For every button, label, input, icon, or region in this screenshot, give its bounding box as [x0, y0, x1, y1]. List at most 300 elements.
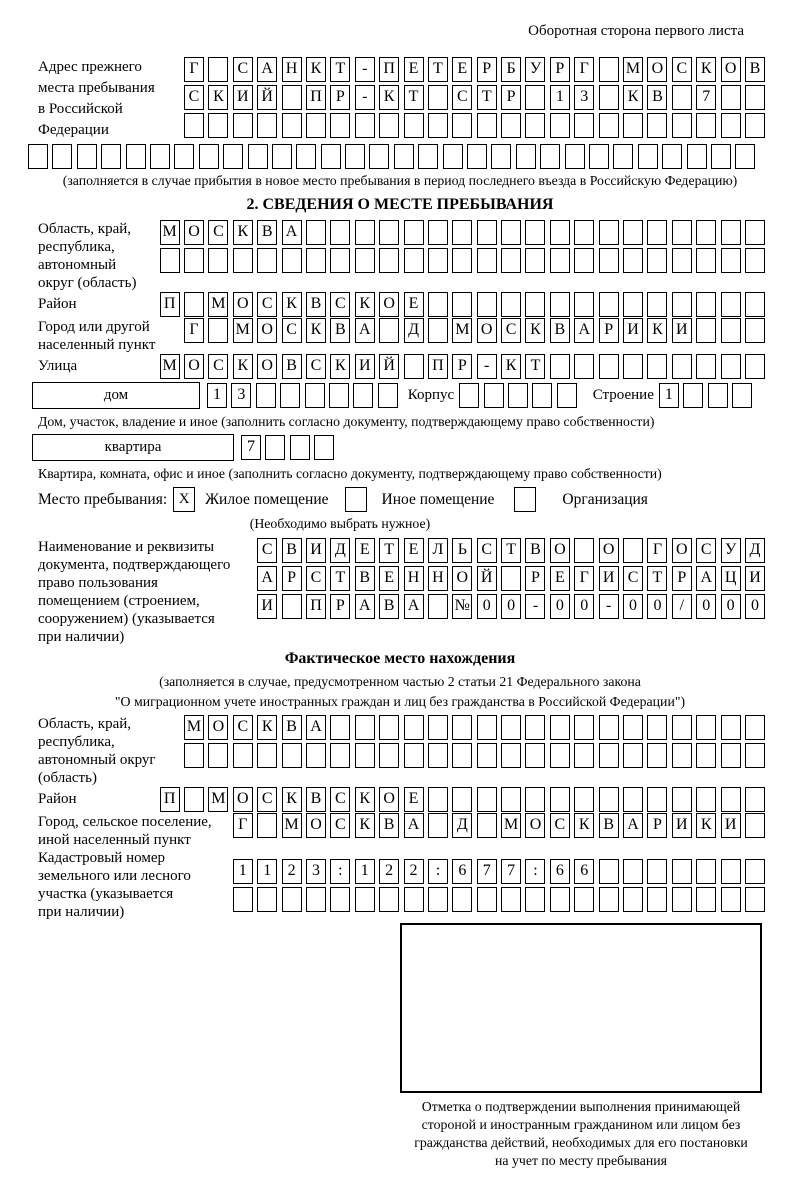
char-cell[interactable] — [721, 113, 741, 138]
char-cell[interactable] — [428, 594, 448, 619]
char-cell[interactable] — [599, 859, 619, 884]
char-cell[interactable]: О — [233, 292, 253, 317]
char-cell[interactable]: Т — [330, 566, 350, 591]
char-cell[interactable] — [721, 887, 741, 912]
char-cell[interactable]: 0 — [477, 594, 497, 619]
char-cell[interactable]: Т — [525, 354, 545, 379]
char-cell[interactable]: В — [306, 787, 326, 812]
char-cell[interactable]: Т — [501, 538, 521, 563]
char-cell[interactable]: Р — [647, 813, 667, 838]
char-cell[interactable]: Р — [501, 85, 521, 110]
char-cell[interactable]: Р — [599, 318, 619, 343]
char-cell[interactable] — [623, 113, 643, 138]
char-cell[interactable]: И — [599, 566, 619, 591]
char-cell[interactable]: В — [647, 85, 667, 110]
char-cell[interactable] — [160, 248, 180, 273]
char-cell[interactable] — [574, 113, 594, 138]
char-cell[interactable] — [248, 144, 268, 169]
char-cell[interactable] — [574, 220, 594, 245]
char-cell[interactable] — [721, 715, 741, 740]
char-cell[interactable]: 1 — [355, 859, 375, 884]
char-cell[interactable] — [525, 715, 545, 740]
char-cell[interactable] — [525, 887, 545, 912]
char-cell[interactable] — [696, 248, 716, 273]
char-cell[interactable] — [282, 594, 302, 619]
char-cell[interactable]: 1 — [550, 85, 570, 110]
char-cell[interactable]: А — [355, 594, 375, 619]
char-cell[interactable]: 0 — [574, 594, 594, 619]
char-cell[interactable] — [233, 113, 253, 138]
char-cell[interactable] — [282, 248, 302, 273]
char-cell[interactable]: К — [623, 85, 643, 110]
char-cell[interactable] — [428, 887, 448, 912]
char-cell[interactable]: Р — [550, 57, 570, 82]
char-cell[interactable] — [280, 383, 300, 408]
char-cell[interactable] — [379, 220, 399, 245]
char-cell[interactable] — [369, 144, 389, 169]
char-cell[interactable] — [745, 113, 765, 138]
char-cell[interactable] — [452, 887, 472, 912]
char-cell[interactable] — [355, 220, 375, 245]
char-cell[interactable] — [452, 220, 472, 245]
char-cell[interactable] — [745, 813, 765, 838]
char-cell[interactable] — [477, 887, 497, 912]
char-cell[interactable]: 0 — [745, 594, 765, 619]
char-cell[interactable] — [265, 435, 285, 460]
char-cell[interactable] — [647, 113, 667, 138]
char-cell[interactable]: В — [306, 292, 326, 317]
char-cell[interactable] — [745, 318, 765, 343]
char-cell[interactable] — [672, 743, 692, 768]
char-cell[interactable]: Н — [282, 57, 302, 82]
char-cell[interactable]: Е — [355, 538, 375, 563]
char-cell[interactable] — [599, 292, 619, 317]
char-cell[interactable] — [745, 220, 765, 245]
char-cell[interactable] — [477, 813, 497, 838]
char-cell[interactable]: С — [233, 715, 253, 740]
char-cell[interactable] — [745, 85, 765, 110]
char-cell[interactable] — [428, 743, 448, 768]
char-cell[interactable] — [379, 318, 399, 343]
char-cell[interactable] — [599, 220, 619, 245]
char-cell[interactable] — [647, 743, 667, 768]
char-cell[interactable] — [623, 292, 643, 317]
char-cell[interactable] — [428, 715, 448, 740]
char-cell[interactable]: 1 — [659, 383, 679, 408]
char-cell[interactable] — [574, 292, 594, 317]
char-cell[interactable]: И — [672, 318, 692, 343]
char-cell[interactable]: М — [282, 813, 302, 838]
char-cell[interactable]: - — [599, 594, 619, 619]
char-cell[interactable] — [305, 383, 325, 408]
char-cell[interactable]: Г — [647, 538, 667, 563]
char-cell[interactable] — [696, 354, 716, 379]
char-cell[interactable] — [150, 144, 170, 169]
char-cell[interactable]: Р — [525, 566, 545, 591]
char-cell[interactable] — [550, 887, 570, 912]
char-cell[interactable]: - — [525, 594, 545, 619]
char-cell[interactable]: С — [477, 538, 497, 563]
char-cell[interactable] — [404, 220, 424, 245]
char-cell[interactable] — [257, 887, 277, 912]
char-cell[interactable]: А — [404, 594, 424, 619]
char-cell[interactable]: Т — [379, 538, 399, 563]
char-cell[interactable]: И — [721, 813, 741, 838]
char-cell[interactable]: 7 — [241, 435, 261, 460]
char-cell[interactable]: К — [282, 787, 302, 812]
char-cell[interactable] — [379, 715, 399, 740]
char-cell[interactable]: Т — [428, 57, 448, 82]
char-cell[interactable] — [574, 887, 594, 912]
char-cell[interactable] — [672, 292, 692, 317]
char-cell[interactable] — [208, 318, 228, 343]
char-cell[interactable]: Е — [404, 787, 424, 812]
char-cell[interactable] — [233, 743, 253, 768]
char-cell[interactable] — [647, 887, 667, 912]
char-cell[interactable] — [525, 113, 545, 138]
char-cell[interactable] — [296, 144, 316, 169]
char-cell[interactable] — [525, 85, 545, 110]
char-cell[interactable] — [184, 787, 204, 812]
char-cell[interactable] — [428, 85, 448, 110]
char-cell[interactable] — [647, 787, 667, 812]
char-cell[interactable] — [257, 248, 277, 273]
char-cell[interactable] — [477, 715, 497, 740]
char-cell[interactable]: 2 — [404, 859, 424, 884]
char-cell[interactable]: С — [184, 85, 204, 110]
char-cell[interactable]: К — [208, 85, 228, 110]
char-cell[interactable] — [306, 113, 326, 138]
char-cell[interactable] — [452, 248, 472, 273]
char-cell[interactable] — [745, 354, 765, 379]
char-cell[interactable] — [745, 887, 765, 912]
char-cell[interactable] — [574, 538, 594, 563]
char-cell[interactable] — [623, 887, 643, 912]
char-cell[interactable]: К — [355, 787, 375, 812]
char-cell[interactable] — [208, 743, 228, 768]
char-cell[interactable]: О — [208, 715, 228, 740]
char-cell[interactable] — [708, 383, 728, 408]
char-cell[interactable]: И — [233, 85, 253, 110]
char-cell[interactable]: Г — [233, 813, 253, 838]
char-cell[interactable] — [672, 715, 692, 740]
char-cell[interactable]: К — [257, 715, 277, 740]
char-cell[interactable] — [404, 887, 424, 912]
char-cell[interactable]: 6 — [452, 859, 472, 884]
char-cell[interactable]: В — [379, 813, 399, 838]
char-cell[interactable] — [428, 318, 448, 343]
char-cell[interactable] — [647, 292, 667, 317]
char-cell[interactable]: В — [330, 318, 350, 343]
char-cell[interactable]: О — [721, 57, 741, 82]
char-cell[interactable]: А — [623, 813, 643, 838]
char-cell[interactable]: И — [745, 566, 765, 591]
char-cell[interactable] — [174, 144, 194, 169]
char-cell[interactable] — [745, 787, 765, 812]
char-cell[interactable] — [672, 248, 692, 273]
char-cell[interactable] — [208, 57, 228, 82]
char-cell[interactable] — [696, 292, 716, 317]
char-cell[interactable]: К — [696, 813, 716, 838]
char-cell[interactable] — [101, 144, 121, 169]
char-cell[interactable]: О — [452, 566, 472, 591]
char-cell[interactable] — [550, 787, 570, 812]
char-cell[interactable]: 3 — [574, 85, 594, 110]
char-cell[interactable] — [282, 887, 302, 912]
char-cell[interactable] — [672, 859, 692, 884]
char-cell[interactable] — [672, 113, 692, 138]
char-cell[interactable]: И — [306, 538, 326, 563]
char-cell[interactable] — [208, 113, 228, 138]
char-cell[interactable] — [696, 787, 716, 812]
char-cell[interactable]: С — [257, 292, 277, 317]
char-cell[interactable]: : — [428, 859, 448, 884]
char-cell[interactable]: У — [721, 538, 741, 563]
char-cell[interactable] — [257, 113, 277, 138]
char-cell[interactable]: С — [696, 538, 716, 563]
char-cell[interactable] — [721, 787, 741, 812]
char-cell[interactable]: 7 — [477, 859, 497, 884]
char-cell[interactable] — [745, 292, 765, 317]
char-cell[interactable] — [314, 435, 334, 460]
char-cell[interactable] — [501, 566, 521, 591]
char-cell[interactable]: Е — [404, 57, 424, 82]
char-cell[interactable] — [404, 248, 424, 273]
char-cell[interactable]: М — [160, 354, 180, 379]
char-cell[interactable] — [330, 743, 350, 768]
char-cell[interactable]: Д — [452, 813, 472, 838]
char-cell[interactable]: С — [306, 354, 326, 379]
char-cell[interactable]: А — [574, 318, 594, 343]
char-cell[interactable] — [599, 354, 619, 379]
char-cell[interactable]: А — [257, 57, 277, 82]
char-cell[interactable]: : — [525, 859, 545, 884]
char-cell[interactable]: О — [525, 813, 545, 838]
char-cell[interactable] — [532, 383, 552, 408]
char-cell[interactable] — [477, 113, 497, 138]
char-cell[interactable] — [613, 144, 633, 169]
char-cell[interactable] — [355, 715, 375, 740]
char-cell[interactable] — [428, 113, 448, 138]
char-cell[interactable] — [330, 715, 350, 740]
char-cell[interactable]: О — [257, 354, 277, 379]
char-cell[interactable]: С — [208, 220, 228, 245]
char-cell[interactable]: С — [306, 566, 326, 591]
char-cell[interactable] — [379, 248, 399, 273]
char-cell[interactable] — [599, 85, 619, 110]
char-cell[interactable]: К — [647, 318, 667, 343]
char-cell[interactable]: 7 — [696, 85, 716, 110]
char-cell[interactable]: К — [330, 354, 350, 379]
char-cell[interactable] — [540, 144, 560, 169]
char-cell[interactable]: С — [623, 566, 643, 591]
char-cell[interactable] — [28, 144, 48, 169]
char-cell[interactable] — [477, 248, 497, 273]
char-cell[interactable]: Р — [330, 85, 350, 110]
char-cell[interactable]: А — [282, 220, 302, 245]
char-cell[interactable]: В — [282, 715, 302, 740]
char-cell[interactable] — [711, 144, 731, 169]
char-cell[interactable] — [428, 220, 448, 245]
char-cell[interactable] — [550, 113, 570, 138]
char-cell[interactable]: П — [306, 85, 326, 110]
char-cell[interactable]: 1 — [207, 383, 227, 408]
char-cell[interactable] — [525, 787, 545, 812]
char-cell[interactable] — [452, 715, 472, 740]
char-cell[interactable]: Р — [672, 566, 692, 591]
char-cell[interactable] — [565, 144, 585, 169]
char-cell[interactable]: П — [428, 354, 448, 379]
char-cell[interactable]: Л — [428, 538, 448, 563]
char-cell[interactable] — [696, 113, 716, 138]
char-cell[interactable] — [662, 144, 682, 169]
char-cell[interactable] — [306, 887, 326, 912]
char-cell[interactable] — [550, 220, 570, 245]
char-cell[interactable]: М — [452, 318, 472, 343]
char-cell[interactable] — [404, 354, 424, 379]
char-cell[interactable] — [501, 248, 521, 273]
char-cell[interactable]: М — [208, 787, 228, 812]
char-cell[interactable] — [687, 144, 707, 169]
char-cell[interactable] — [623, 538, 643, 563]
char-cell[interactable]: Р — [330, 594, 350, 619]
char-cell[interactable]: И — [623, 318, 643, 343]
char-cell[interactable]: 0 — [647, 594, 667, 619]
char-cell[interactable]: Ь — [452, 538, 472, 563]
char-cell[interactable] — [745, 715, 765, 740]
char-cell[interactable]: В — [599, 813, 619, 838]
char-cell[interactable] — [199, 144, 219, 169]
char-cell[interactable]: - — [477, 354, 497, 379]
char-cell[interactable] — [355, 113, 375, 138]
char-cell[interactable] — [589, 144, 609, 169]
checkbox-organization[interactable] — [514, 487, 536, 512]
char-cell[interactable] — [418, 144, 438, 169]
char-cell[interactable]: А — [355, 318, 375, 343]
char-cell[interactable]: К — [282, 292, 302, 317]
char-cell[interactable] — [501, 220, 521, 245]
char-cell[interactable] — [467, 144, 487, 169]
char-cell[interactable] — [223, 144, 243, 169]
char-cell[interactable]: 0 — [696, 594, 716, 619]
char-cell[interactable]: О — [599, 538, 619, 563]
char-cell[interactable]: С — [330, 787, 350, 812]
char-cell[interactable] — [696, 318, 716, 343]
char-cell[interactable] — [459, 383, 479, 408]
char-cell[interactable]: С — [233, 57, 253, 82]
char-cell[interactable] — [452, 292, 472, 317]
char-cell[interactable] — [452, 787, 472, 812]
char-cell[interactable]: Н — [404, 566, 424, 591]
char-cell[interactable] — [355, 248, 375, 273]
char-cell[interactable]: П — [306, 594, 326, 619]
char-cell[interactable] — [599, 248, 619, 273]
char-cell[interactable] — [484, 383, 504, 408]
char-cell[interactable]: К — [525, 318, 545, 343]
char-cell[interactable] — [745, 248, 765, 273]
char-cell[interactable]: 2 — [282, 859, 302, 884]
char-cell[interactable] — [525, 292, 545, 317]
char-cell[interactable] — [721, 85, 741, 110]
char-cell[interactable] — [428, 248, 448, 273]
char-cell[interactable] — [355, 887, 375, 912]
char-cell[interactable] — [721, 354, 741, 379]
char-cell[interactable]: О — [379, 787, 399, 812]
char-cell[interactable]: С — [208, 354, 228, 379]
char-cell[interactable] — [77, 144, 97, 169]
char-cell[interactable] — [329, 383, 349, 408]
char-cell[interactable]: / — [672, 594, 692, 619]
char-cell[interactable] — [452, 113, 472, 138]
char-cell[interactable]: С — [550, 813, 570, 838]
char-cell[interactable]: К — [574, 813, 594, 838]
char-cell[interactable] — [233, 887, 253, 912]
char-cell[interactable] — [126, 144, 146, 169]
char-cell[interactable]: А — [306, 715, 326, 740]
char-cell[interactable] — [477, 787, 497, 812]
char-cell[interactable] — [321, 144, 341, 169]
char-cell[interactable]: О — [550, 538, 570, 563]
char-cell[interactable] — [290, 435, 310, 460]
char-cell[interactable] — [574, 715, 594, 740]
char-cell[interactable] — [623, 220, 643, 245]
char-cell[interactable]: С — [330, 292, 350, 317]
char-cell[interactable]: К — [306, 318, 326, 343]
char-cell[interactable]: С — [672, 57, 692, 82]
checkbox-residential[interactable]: X — [173, 487, 195, 512]
char-cell[interactable]: Т — [404, 85, 424, 110]
char-cell[interactable] — [683, 383, 703, 408]
char-cell[interactable] — [272, 144, 292, 169]
char-cell[interactable]: П — [160, 292, 180, 317]
char-cell[interactable] — [345, 144, 365, 169]
char-cell[interactable] — [623, 859, 643, 884]
char-cell[interactable] — [672, 787, 692, 812]
char-cell[interactable]: 0 — [501, 594, 521, 619]
char-cell[interactable]: Б — [501, 57, 521, 82]
char-cell[interactable] — [696, 743, 716, 768]
char-cell[interactable]: В — [355, 566, 375, 591]
char-cell[interactable] — [52, 144, 72, 169]
char-cell[interactable] — [330, 887, 350, 912]
char-cell[interactable] — [428, 787, 448, 812]
char-cell[interactable] — [330, 248, 350, 273]
char-cell[interactable]: К — [233, 354, 253, 379]
char-cell[interactable]: Н — [428, 566, 448, 591]
char-cell[interactable] — [550, 743, 570, 768]
char-cell[interactable] — [550, 354, 570, 379]
char-cell[interactable] — [525, 743, 545, 768]
char-cell[interactable]: 2 — [379, 859, 399, 884]
char-cell[interactable]: С — [257, 787, 277, 812]
char-cell[interactable] — [721, 292, 741, 317]
char-cell[interactable]: О — [647, 57, 667, 82]
char-cell[interactable]: Е — [404, 538, 424, 563]
char-cell[interactable]: С — [257, 538, 277, 563]
char-cell[interactable] — [647, 859, 667, 884]
char-cell[interactable]: О — [306, 813, 326, 838]
char-cell[interactable]: К — [355, 292, 375, 317]
char-cell[interactable]: К — [355, 813, 375, 838]
char-cell[interactable]: А — [404, 813, 424, 838]
char-cell[interactable]: Й — [379, 354, 399, 379]
char-cell[interactable] — [282, 743, 302, 768]
char-cell[interactable] — [477, 743, 497, 768]
char-cell[interactable] — [599, 887, 619, 912]
char-cell[interactable] — [721, 220, 741, 245]
char-cell[interactable]: Е — [379, 566, 399, 591]
char-cell[interactable]: Г — [184, 318, 204, 343]
